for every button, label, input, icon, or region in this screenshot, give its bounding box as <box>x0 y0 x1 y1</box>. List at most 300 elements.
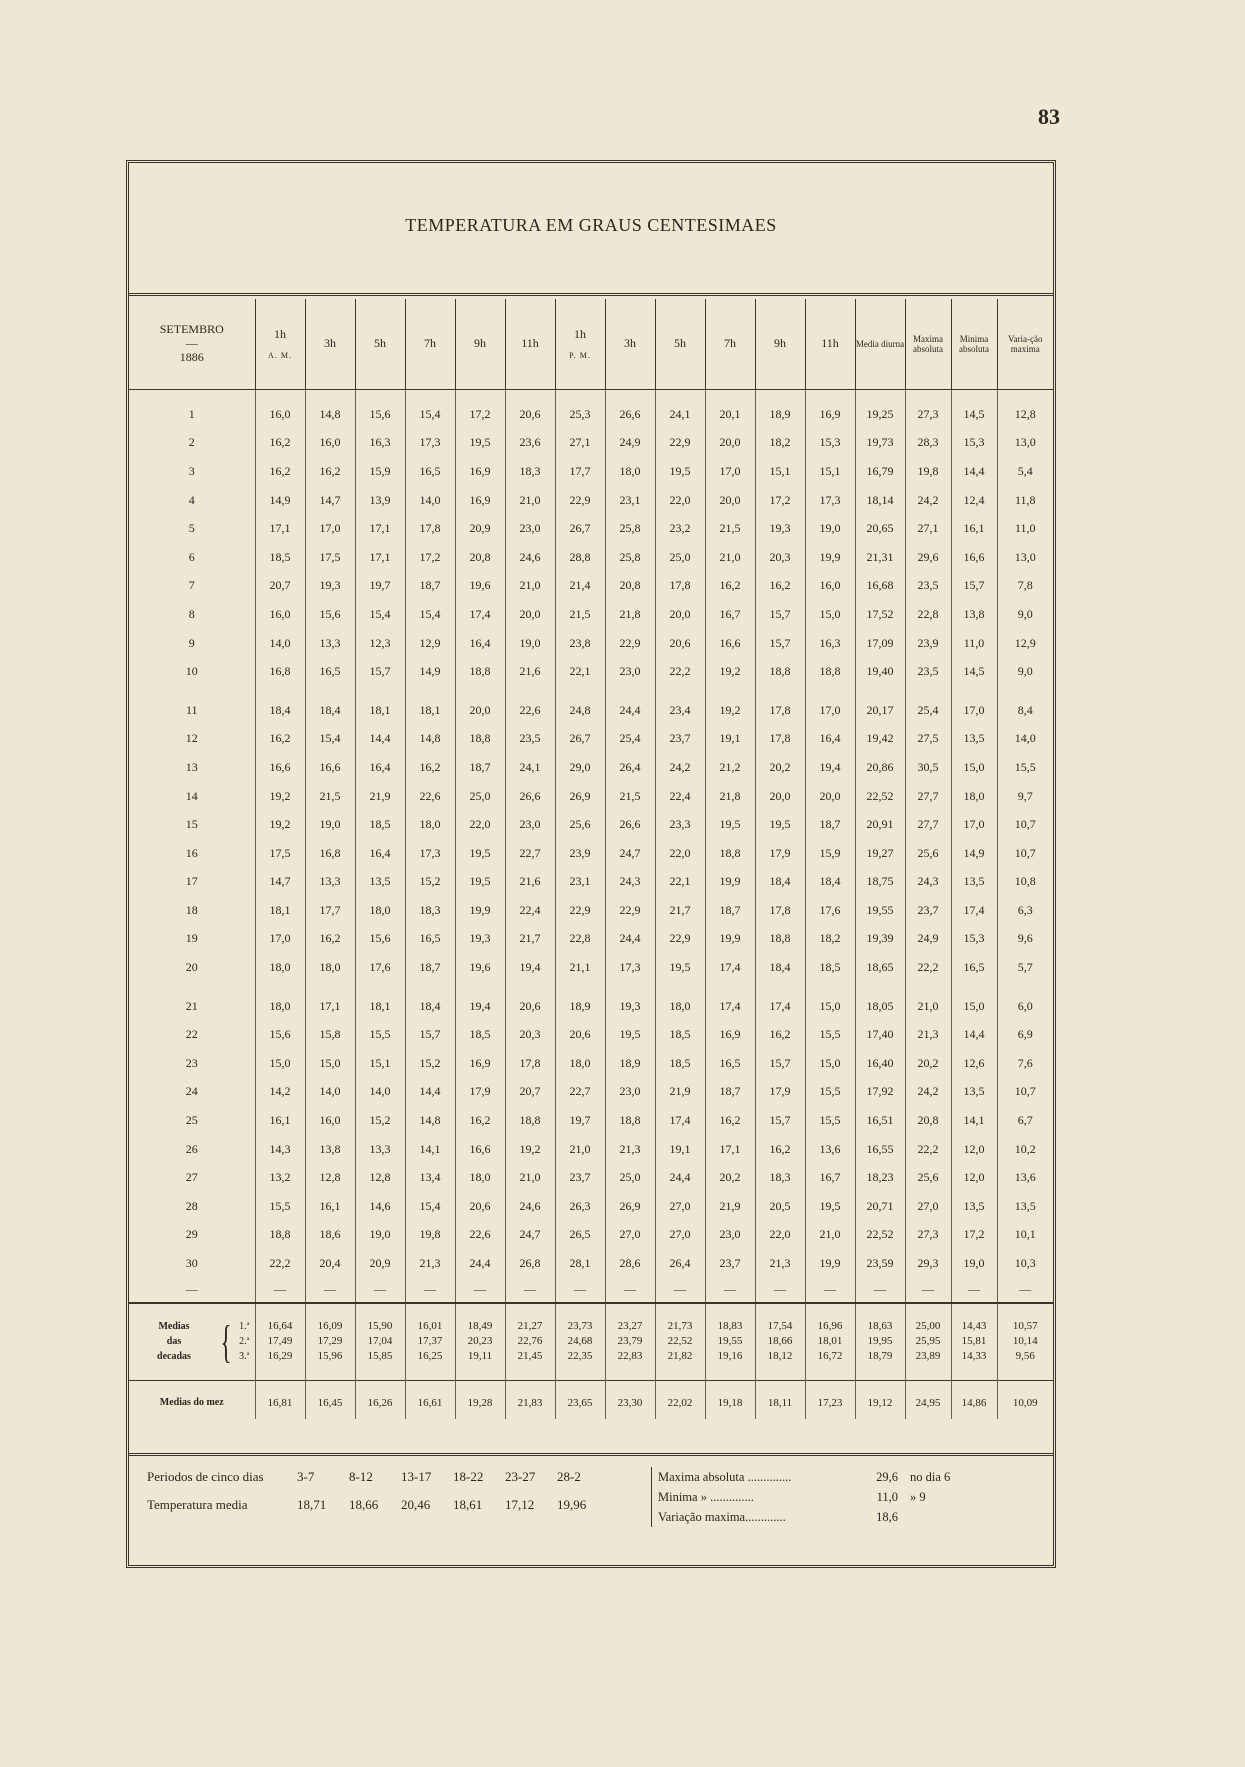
hour-label: 11h <box>521 336 539 351</box>
value-cell: 25,0 <box>455 782 505 811</box>
value-cell: 20,65 <box>855 514 905 543</box>
month-mean-value: 19,12 <box>855 1380 905 1419</box>
value-cell: 16,4 <box>455 629 505 658</box>
decade-ordinal: 2.ª <box>239 1336 250 1348</box>
month-mean-value: 18,11 <box>755 1380 805 1419</box>
value-cell: 28,1 <box>555 1249 605 1278</box>
month-mean-value: 10,09 <box>997 1380 1053 1419</box>
value-cell: 18,4 <box>755 868 805 897</box>
table-row <box>129 600 1053 629</box>
value-cell: 19,3 <box>455 925 505 954</box>
value-cell: 16,68 <box>855 572 905 601</box>
value-cell: 25,8 <box>605 514 655 543</box>
dash-cell: — <box>505 1278 555 1303</box>
day-cell: 20 <box>185 960 198 975</box>
decade-ordinals <box>239 1319 249 1364</box>
period-value: 3-7 <box>297 1469 315 1484</box>
dash-cell: — <box>997 1278 1053 1303</box>
day-cell: 1 <box>188 406 195 421</box>
day-cell: 26 <box>185 1141 198 1156</box>
decade-value-cell <box>655 1303 705 1381</box>
value-cell: 15,4 <box>405 600 455 629</box>
value-cell: 20,6 <box>455 1192 505 1221</box>
decade-value: 17,54 <box>767 1320 793 1333</box>
value-cell: 18,0 <box>255 953 305 982</box>
value-cell: 8,4 <box>997 686 1053 725</box>
value-cell: 14,9 <box>405 657 455 686</box>
month-mean-value: 19,28 <box>455 1380 505 1419</box>
value-cell: 20,2 <box>705 1163 755 1192</box>
value-cell: 17,7 <box>555 457 605 486</box>
table-row <box>129 1135 1053 1164</box>
dash-cell: — <box>755 1278 805 1303</box>
value-cell: 18,14 <box>855 486 905 515</box>
value-cell: 15,5 <box>805 1078 855 1107</box>
decade-value: 22,83 <box>617 1350 643 1363</box>
value-cell: 23,7 <box>905 896 951 925</box>
value-cell: 23,59 <box>855 1249 905 1278</box>
value-cell: 19,2 <box>705 686 755 725</box>
value-cell: 18,7 <box>405 572 455 601</box>
decade-value-cell <box>305 1303 355 1381</box>
value-cell: 14,8 <box>405 725 455 754</box>
value-cell: 13,5 <box>355 868 405 897</box>
table-row <box>129 810 1053 839</box>
value-cell: 17,2 <box>951 1221 997 1250</box>
value-cell: 25,4 <box>905 686 951 725</box>
hour-header <box>605 299 655 390</box>
value-cell: 13,5 <box>951 725 997 754</box>
day-cell: 5 <box>188 521 195 536</box>
table-frame <box>126 160 1056 1568</box>
value-cell: 9,6 <box>997 925 1053 954</box>
value-cell: 21,0 <box>505 1163 555 1192</box>
dash-cell: — <box>951 1278 997 1303</box>
value-cell: 20,71 <box>855 1192 905 1221</box>
decade-value: 10,57 <box>1012 1320 1038 1333</box>
value-cell: 24,1 <box>655 390 705 429</box>
value-cell: 20,4 <box>305 1249 355 1278</box>
value-cell: 18,5 <box>805 953 855 982</box>
value-cell: 26,5 <box>555 1221 605 1250</box>
decade-value: 21,73 <box>667 1320 693 1333</box>
value-cell: 21,3 <box>405 1249 455 1278</box>
decade-value: 23,89 <box>915 1350 941 1363</box>
value-cell: 15,1 <box>355 1049 405 1078</box>
value-cell: 14,4 <box>951 457 997 486</box>
value-cell: 19,9 <box>705 868 755 897</box>
value-cell: 15,6 <box>355 390 405 429</box>
value-cell: 15,6 <box>305 600 355 629</box>
value-cell: 18,4 <box>805 868 855 897</box>
value-cell: 25,6 <box>905 1163 951 1192</box>
value-cell: 10,7 <box>997 839 1053 868</box>
value-cell: 16,5 <box>705 1049 755 1078</box>
value-cell: 17,1 <box>255 514 305 543</box>
table-row <box>129 1078 1053 1107</box>
value-cell: 22,0 <box>455 810 505 839</box>
hour-label: 11h <box>821 336 839 351</box>
value-cell: 27,7 <box>905 782 951 811</box>
value-cell: 16,2 <box>305 457 355 486</box>
value-cell: 18,9 <box>755 390 805 429</box>
value-cell: 29,0 <box>555 753 605 782</box>
value-cell: 22,9 <box>655 925 705 954</box>
table-row <box>129 1163 1053 1192</box>
value-cell: 22,0 <box>655 839 705 868</box>
value-cell: 27,0 <box>655 1192 705 1221</box>
decade-value-cell <box>855 1303 905 1381</box>
value-cell: 18,5 <box>255 543 305 572</box>
hour-header <box>805 299 855 390</box>
value-cell: 24,7 <box>505 1221 555 1250</box>
value-cell: 19,5 <box>705 810 755 839</box>
value-cell: 16,6 <box>951 543 997 572</box>
value-cell: 20,0 <box>805 782 855 811</box>
periods-label: Periodos de cinco dias <box>147 1469 264 1484</box>
value-cell: 16,9 <box>455 1049 505 1078</box>
value-cell: 18,65 <box>855 953 905 982</box>
header-row <box>129 299 1053 390</box>
value-cell: 14,4 <box>951 1020 997 1049</box>
value-cell: 16,8 <box>305 839 355 868</box>
value-cell: 7,6 <box>997 1049 1053 1078</box>
value-cell: 13,3 <box>355 1135 405 1164</box>
value-cell: 23,1 <box>555 868 605 897</box>
value-cell: 10,7 <box>997 1078 1053 1107</box>
value-cell: 23,6 <box>505 429 555 458</box>
month-mean-value: 17,23 <box>805 1380 855 1419</box>
decade-value: 18,83 <box>717 1320 743 1333</box>
value-cell: 23,0 <box>605 1078 655 1107</box>
hour-label: 7h <box>424 336 436 351</box>
value-cell: 6,0 <box>997 982 1053 1021</box>
value-cell: 12,8 <box>355 1163 405 1192</box>
value-cell: 16,0 <box>805 572 855 601</box>
decade-value-cell <box>455 1303 505 1381</box>
value-cell: 18,5 <box>655 1020 705 1049</box>
value-cell: 13,6 <box>997 1163 1053 1192</box>
value-cell: 16,3 <box>805 629 855 658</box>
hour-label: 1h <box>574 326 586 341</box>
decade-means-row <box>129 1303 1053 1381</box>
decade-value: 23,27 <box>617 1320 643 1333</box>
value-cell: 17,0 <box>705 457 755 486</box>
decade-value: 9,56 <box>1015 1350 1035 1363</box>
month-mean-value: 23,30 <box>605 1380 655 1419</box>
value-cell: 17,8 <box>505 1049 555 1078</box>
value-cell: 16,2 <box>755 1135 805 1164</box>
hour-header <box>505 299 555 390</box>
value-cell: 18,7 <box>705 896 755 925</box>
var-max-value: 18,6 <box>876 1510 898 1524</box>
value-cell: 22,4 <box>505 896 555 925</box>
decade-value: 18,01 <box>817 1335 843 1348</box>
value-cell: 21,7 <box>505 925 555 954</box>
value-cell: 19,2 <box>705 657 755 686</box>
value-cell: 21,6 <box>505 868 555 897</box>
value-cell: 20,8 <box>605 572 655 601</box>
value-cell: 19,6 <box>455 572 505 601</box>
value-cell: 18,3 <box>505 457 555 486</box>
value-cell: 15,6 <box>355 925 405 954</box>
value-cell: 20,1 <box>705 390 755 429</box>
decade-value: 15,96 <box>317 1350 343 1363</box>
value-cell: 13,0 <box>997 429 1053 458</box>
value-cell: 18,4 <box>305 686 355 725</box>
value-cell: 16,2 <box>255 725 305 754</box>
min-abs-note: » 9 <box>910 1490 926 1504</box>
value-cell: 16,2 <box>755 1020 805 1049</box>
value-cell: 12,8 <box>997 390 1053 429</box>
value-cell: 22,9 <box>605 896 655 925</box>
value-cell: 17,6 <box>355 953 405 982</box>
value-cell: 18,0 <box>951 782 997 811</box>
value-cell: 17,4 <box>705 982 755 1021</box>
value-cell: 12,6 <box>951 1049 997 1078</box>
value-cell: 18,0 <box>305 953 355 982</box>
value-cell: 25,0 <box>655 543 705 572</box>
value-cell: 14,0 <box>997 725 1053 754</box>
value-cell: 15,4 <box>405 1192 455 1221</box>
value-cell: 18,9 <box>555 982 605 1021</box>
value-cell: 13,5 <box>951 1078 997 1107</box>
value-cell: 20,91 <box>855 810 905 839</box>
value-cell: 17,0 <box>951 686 997 725</box>
value-cell: 18,0 <box>455 1163 505 1192</box>
dash-cell: — <box>455 1278 505 1303</box>
decade-value: 16,72 <box>817 1350 843 1363</box>
month-label: SETEMBRO <box>159 322 224 337</box>
decade-label-cell <box>129 1303 255 1381</box>
decade-value-cell <box>255 1303 305 1381</box>
value-cell: 14,7 <box>255 868 305 897</box>
day-cell: 15 <box>185 817 198 832</box>
value-cell: 19,0 <box>355 1221 405 1250</box>
value-cell: 24,4 <box>455 1249 505 1278</box>
value-cell: 20,6 <box>555 1020 605 1049</box>
value-cell: 16,40 <box>855 1049 905 1078</box>
dash-cell: — <box>355 1278 405 1303</box>
dash-cell: — <box>605 1278 655 1303</box>
value-cell: 19,40 <box>855 657 905 686</box>
value-cell: 23,4 <box>655 686 705 725</box>
dash-cell: — <box>905 1278 951 1303</box>
value-cell: 23,9 <box>905 629 951 658</box>
decade-value: 22,76 <box>517 1335 543 1348</box>
decade-value: 17,49 <box>267 1335 293 1348</box>
value-cell: 19,5 <box>455 868 505 897</box>
day-cell: 30 <box>185 1256 198 1271</box>
value-cell: 16,51 <box>855 1106 905 1135</box>
value-cell: 21,9 <box>705 1192 755 1221</box>
value-cell: 15,2 <box>405 1049 455 1078</box>
value-cell: 22,2 <box>655 657 705 686</box>
day-cell: 16 <box>185 845 198 860</box>
value-cell: 27,1 <box>555 429 605 458</box>
value-cell: 19,4 <box>505 953 555 982</box>
value-cell: 18,7 <box>705 1078 755 1107</box>
value-cell: 17,92 <box>855 1078 905 1107</box>
value-cell: 15,7 <box>755 600 805 629</box>
decade-value-cell <box>997 1303 1053 1381</box>
value-cell: 21,1 <box>555 953 605 982</box>
value-cell: 17,8 <box>405 514 455 543</box>
table-body <box>129 390 1053 1419</box>
decade-ordinal: 1.ª <box>239 1321 250 1333</box>
table-row <box>129 486 1053 515</box>
value-cell: 20,9 <box>355 1249 405 1278</box>
decade-value: 17,29 <box>317 1335 343 1348</box>
value-cell: 14,3 <box>255 1135 305 1164</box>
table-row <box>129 514 1053 543</box>
value-cell: 19,42 <box>855 725 905 754</box>
decade-value-cell <box>755 1303 805 1381</box>
value-cell: 17,0 <box>255 925 305 954</box>
value-cell: 18,75 <box>855 868 905 897</box>
value-cell: 27,0 <box>655 1221 705 1250</box>
value-cell: 16,2 <box>705 572 755 601</box>
value-cell: 23,2 <box>655 514 705 543</box>
value-cell: 20,0 <box>755 782 805 811</box>
value-cell: 18,1 <box>405 686 455 725</box>
period-grid <box>147 1469 609 1513</box>
hour-header <box>555 299 605 390</box>
extremes-summary <box>651 1467 950 1527</box>
value-cell: 10,8 <box>997 868 1053 897</box>
value-cell: 16,9 <box>455 486 505 515</box>
value-cell: 18,2 <box>755 429 805 458</box>
value-cell: 18,5 <box>355 810 405 839</box>
value-cell: 17,3 <box>605 953 655 982</box>
dash-cell: — <box>805 1278 855 1303</box>
table-row <box>129 390 1053 429</box>
hour-label: 1h <box>274 326 286 341</box>
value-cell: 27,1 <box>905 514 951 543</box>
table-row <box>129 925 1053 954</box>
value-cell: 15,0 <box>951 982 997 1021</box>
value-cell: 16,2 <box>255 457 305 486</box>
value-cell: 25,0 <box>605 1163 655 1192</box>
value-cell: 18,1 <box>255 896 305 925</box>
value-cell: 15,0 <box>805 1049 855 1078</box>
value-cell: 14,9 <box>255 486 305 515</box>
value-cell: 24,2 <box>655 753 705 782</box>
value-cell: 13,4 <box>405 1163 455 1192</box>
day-cell: 13 <box>185 759 198 774</box>
table-row <box>129 457 1053 486</box>
day-cell: 23 <box>185 1055 198 1070</box>
value-cell: 21,0 <box>805 1221 855 1250</box>
value-cell: 19,0 <box>305 810 355 839</box>
value-cell: 17,1 <box>705 1135 755 1164</box>
value-cell: 24,9 <box>605 429 655 458</box>
value-cell: 7,8 <box>997 572 1053 601</box>
value-cell: 26,9 <box>555 782 605 811</box>
value-cell: 21,2 <box>705 753 755 782</box>
decade-label-line: Medias <box>158 1321 190 1333</box>
month-mean-value: 19,18 <box>705 1380 755 1419</box>
value-cell: 18,8 <box>755 657 805 686</box>
value-cell: 14,2 <box>255 1078 305 1107</box>
value-cell: 17,8 <box>655 572 705 601</box>
temp-media-value: 19,96 <box>557 1497 587 1512</box>
value-cell: 19,5 <box>755 810 805 839</box>
value-cell: 16,55 <box>855 1135 905 1164</box>
decade-value: 18,49 <box>467 1320 493 1333</box>
value-cell: 18,3 <box>405 896 455 925</box>
value-cell: 5,7 <box>997 953 1053 982</box>
value-cell: 18,7 <box>455 753 505 782</box>
variacao-maxima-header: Varia-ção maxima <box>997 299 1053 390</box>
value-cell: 15,9 <box>355 457 405 486</box>
value-cell: 27,0 <box>605 1221 655 1250</box>
value-cell: 16,6 <box>305 753 355 782</box>
value-cell: 14,8 <box>405 1106 455 1135</box>
hour-header <box>305 299 355 390</box>
value-cell: 19,5 <box>455 839 505 868</box>
value-cell: 23,7 <box>655 725 705 754</box>
value-cell: 22,9 <box>555 486 605 515</box>
table-row <box>129 543 1053 572</box>
value-cell: 13,5 <box>951 1192 997 1221</box>
value-cell: 14,5 <box>951 657 997 686</box>
decade-value: 16,29 <box>267 1350 293 1363</box>
value-cell: 16,5 <box>405 925 455 954</box>
value-cell: 18,8 <box>755 925 805 954</box>
value-cell: 17,3 <box>405 839 455 868</box>
decade-value: 14,33 <box>961 1350 987 1363</box>
value-cell: 13,8 <box>951 600 997 629</box>
decade-value: 19,55 <box>717 1335 743 1348</box>
value-cell: 19,0 <box>805 514 855 543</box>
value-cell: 21,3 <box>755 1249 805 1278</box>
value-cell: 30,5 <box>905 753 951 782</box>
dash-cell: — <box>305 1278 355 1303</box>
day-cell: 4 <box>188 492 195 507</box>
value-cell: 19,73 <box>855 429 905 458</box>
value-cell: 24,9 <box>905 925 951 954</box>
value-cell: 19,2 <box>505 1135 555 1164</box>
decade-value-cell <box>555 1303 605 1381</box>
value-cell: 21,5 <box>305 782 355 811</box>
value-cell: 9,7 <box>997 782 1053 811</box>
value-cell: 19,8 <box>405 1221 455 1250</box>
hour-header <box>355 299 405 390</box>
table-row <box>129 982 1053 1021</box>
page-number: 83 <box>1038 104 1060 129</box>
value-cell: 18,8 <box>605 1106 655 1135</box>
value-cell: 19,0 <box>505 629 555 658</box>
value-cell: 22,0 <box>755 1221 805 1250</box>
hour-header <box>655 299 705 390</box>
value-cell: 15,7 <box>755 629 805 658</box>
value-cell: 14,8 <box>305 390 355 429</box>
hour-header <box>705 299 755 390</box>
value-cell: 21,0 <box>555 1135 605 1164</box>
value-cell: 20,3 <box>505 1020 555 1049</box>
value-cell: 22,2 <box>905 953 951 982</box>
value-cell: 17,2 <box>755 486 805 515</box>
value-cell: 14,1 <box>405 1135 455 1164</box>
value-cell: 23,8 <box>555 629 605 658</box>
value-cell: 17,1 <box>305 982 355 1021</box>
value-cell: 20,7 <box>505 1078 555 1107</box>
value-cell: 19,1 <box>705 725 755 754</box>
value-cell: 13,6 <box>805 1135 855 1164</box>
value-cell: 26,6 <box>605 810 655 839</box>
value-cell: 14,9 <box>951 839 997 868</box>
